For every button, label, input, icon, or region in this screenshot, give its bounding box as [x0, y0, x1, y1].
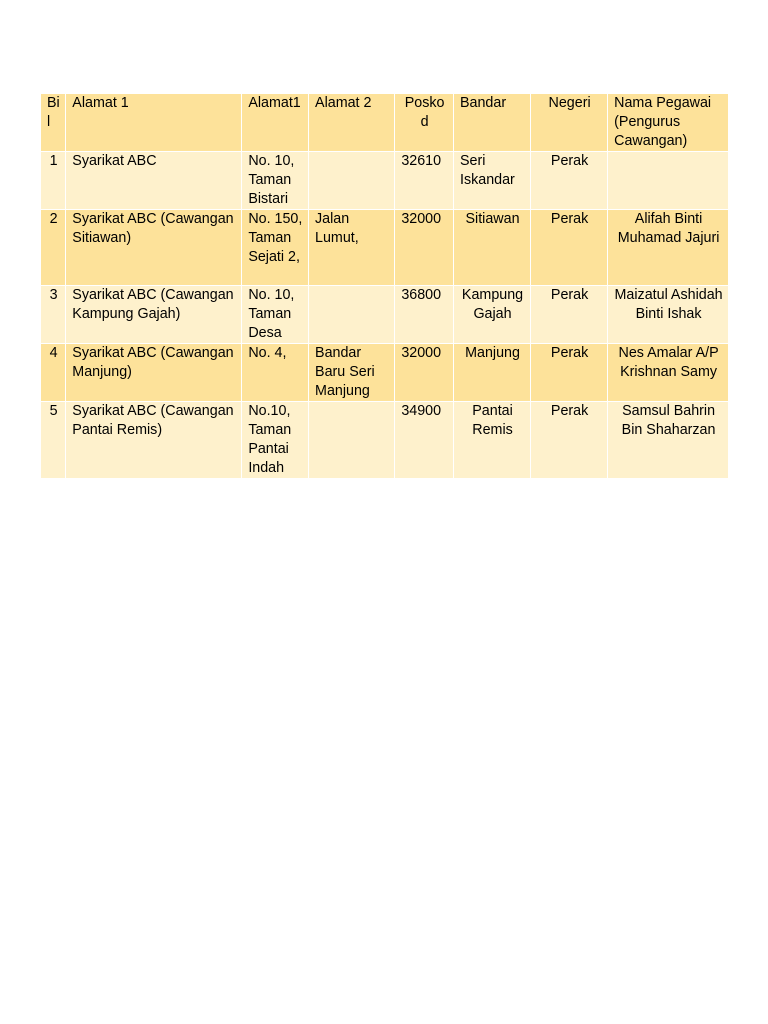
- cell-nama-pegawai: Nes Amalar A/P Krishnan Samy: [608, 344, 729, 402]
- header-alamat-2: Alamat 2: [309, 94, 395, 152]
- cell-nama-pegawai: Alifah Binti Muhamad Jajuri: [608, 210, 729, 286]
- cell-alamat-1: Syarikat ABC (Cawangan Kampung Gajah): [66, 286, 242, 344]
- cell-bil: 4: [41, 344, 66, 402]
- cell-negeri: Perak: [531, 210, 608, 286]
- table-row: [41, 152, 729, 210]
- cell-alamat-1: Syarikat ABC: [66, 152, 242, 210]
- cell-bandar: Manjung: [453, 344, 530, 402]
- cell-bandar: Seri Iskandar: [453, 152, 530, 210]
- address-table: [40, 93, 729, 479]
- cell-alamat-2: Bandar Baru Seri Manjung: [309, 344, 395, 402]
- cell-alamat-2: Jalan Lumut,: [309, 210, 395, 286]
- cell-poskod: 32000: [395, 210, 454, 286]
- table-row: [41, 402, 729, 479]
- cell-bil: 5: [41, 402, 66, 479]
- cell-bandar: Kampung Gajah: [453, 286, 530, 344]
- cell-negeri: Perak: [531, 152, 608, 210]
- cell-poskod: 32000: [395, 344, 454, 402]
- table-header-row: [41, 94, 729, 152]
- cell-alamat-2: [309, 286, 395, 344]
- cell-negeri: Perak: [531, 286, 608, 344]
- header-bandar: Bandar: [453, 94, 530, 152]
- header-poskod: [395, 94, 454, 152]
- cell-alamat-1: Syarikat ABC (Cawangan Pantai Remis): [66, 402, 242, 479]
- cell-bandar: Pantai Remis: [453, 402, 530, 479]
- cell-nama-pegawai: [608, 152, 729, 210]
- cell-poskod: 32610: [395, 152, 454, 210]
- table-row: [41, 286, 729, 344]
- cell-negeri: Perak: [531, 344, 608, 402]
- cell-alamat1: No. 10, Taman Bistari: [242, 152, 309, 210]
- cell-nama-pegawai: Samsul Bahrin Bin Shaharzan: [608, 402, 729, 479]
- header-nama-pegawai: Nama Pegawai (Pengurus Cawangan): [608, 94, 729, 152]
- cell-alamat1: No. 150, Taman Sejati 2,: [242, 210, 309, 286]
- header-alamat1: Alamat1: [242, 94, 309, 152]
- cell-alamat1: No. 10, Taman Desa: [242, 286, 309, 344]
- cell-alamat1: No.10, Taman Pantai Indah: [242, 402, 309, 479]
- table-row: [41, 210, 729, 286]
- cell-alamat1: No. 4,: [242, 344, 309, 402]
- cell-alamat-2: [309, 152, 395, 210]
- cell-poskod: 36800: [395, 286, 454, 344]
- cell-bil: 3: [41, 286, 66, 344]
- header-negeri: Negeri: [531, 94, 608, 152]
- cell-poskod: 34900: [395, 402, 454, 479]
- header-alamat-1: Alamat 1: [66, 94, 242, 152]
- header-bil: Bil: [41, 94, 66, 152]
- cell-negeri: Perak: [531, 402, 608, 479]
- cell-bil: 1: [41, 152, 66, 210]
- cell-nama-pegawai: Maizatul Ashidah Binti Ishak: [608, 286, 729, 344]
- cell-alamat-2: [309, 402, 395, 479]
- cell-bandar: Sitiawan: [453, 210, 530, 286]
- cell-bil: 2: [41, 210, 66, 286]
- header-poskod-text: Posko d: [404, 95, 445, 130]
- cell-alamat-1: Syarikat ABC (Cawangan Sitiawan): [66, 210, 242, 286]
- cell-alamat-1: Syarikat ABC (Cawangan Manjung): [66, 344, 242, 402]
- table-row: [41, 344, 729, 402]
